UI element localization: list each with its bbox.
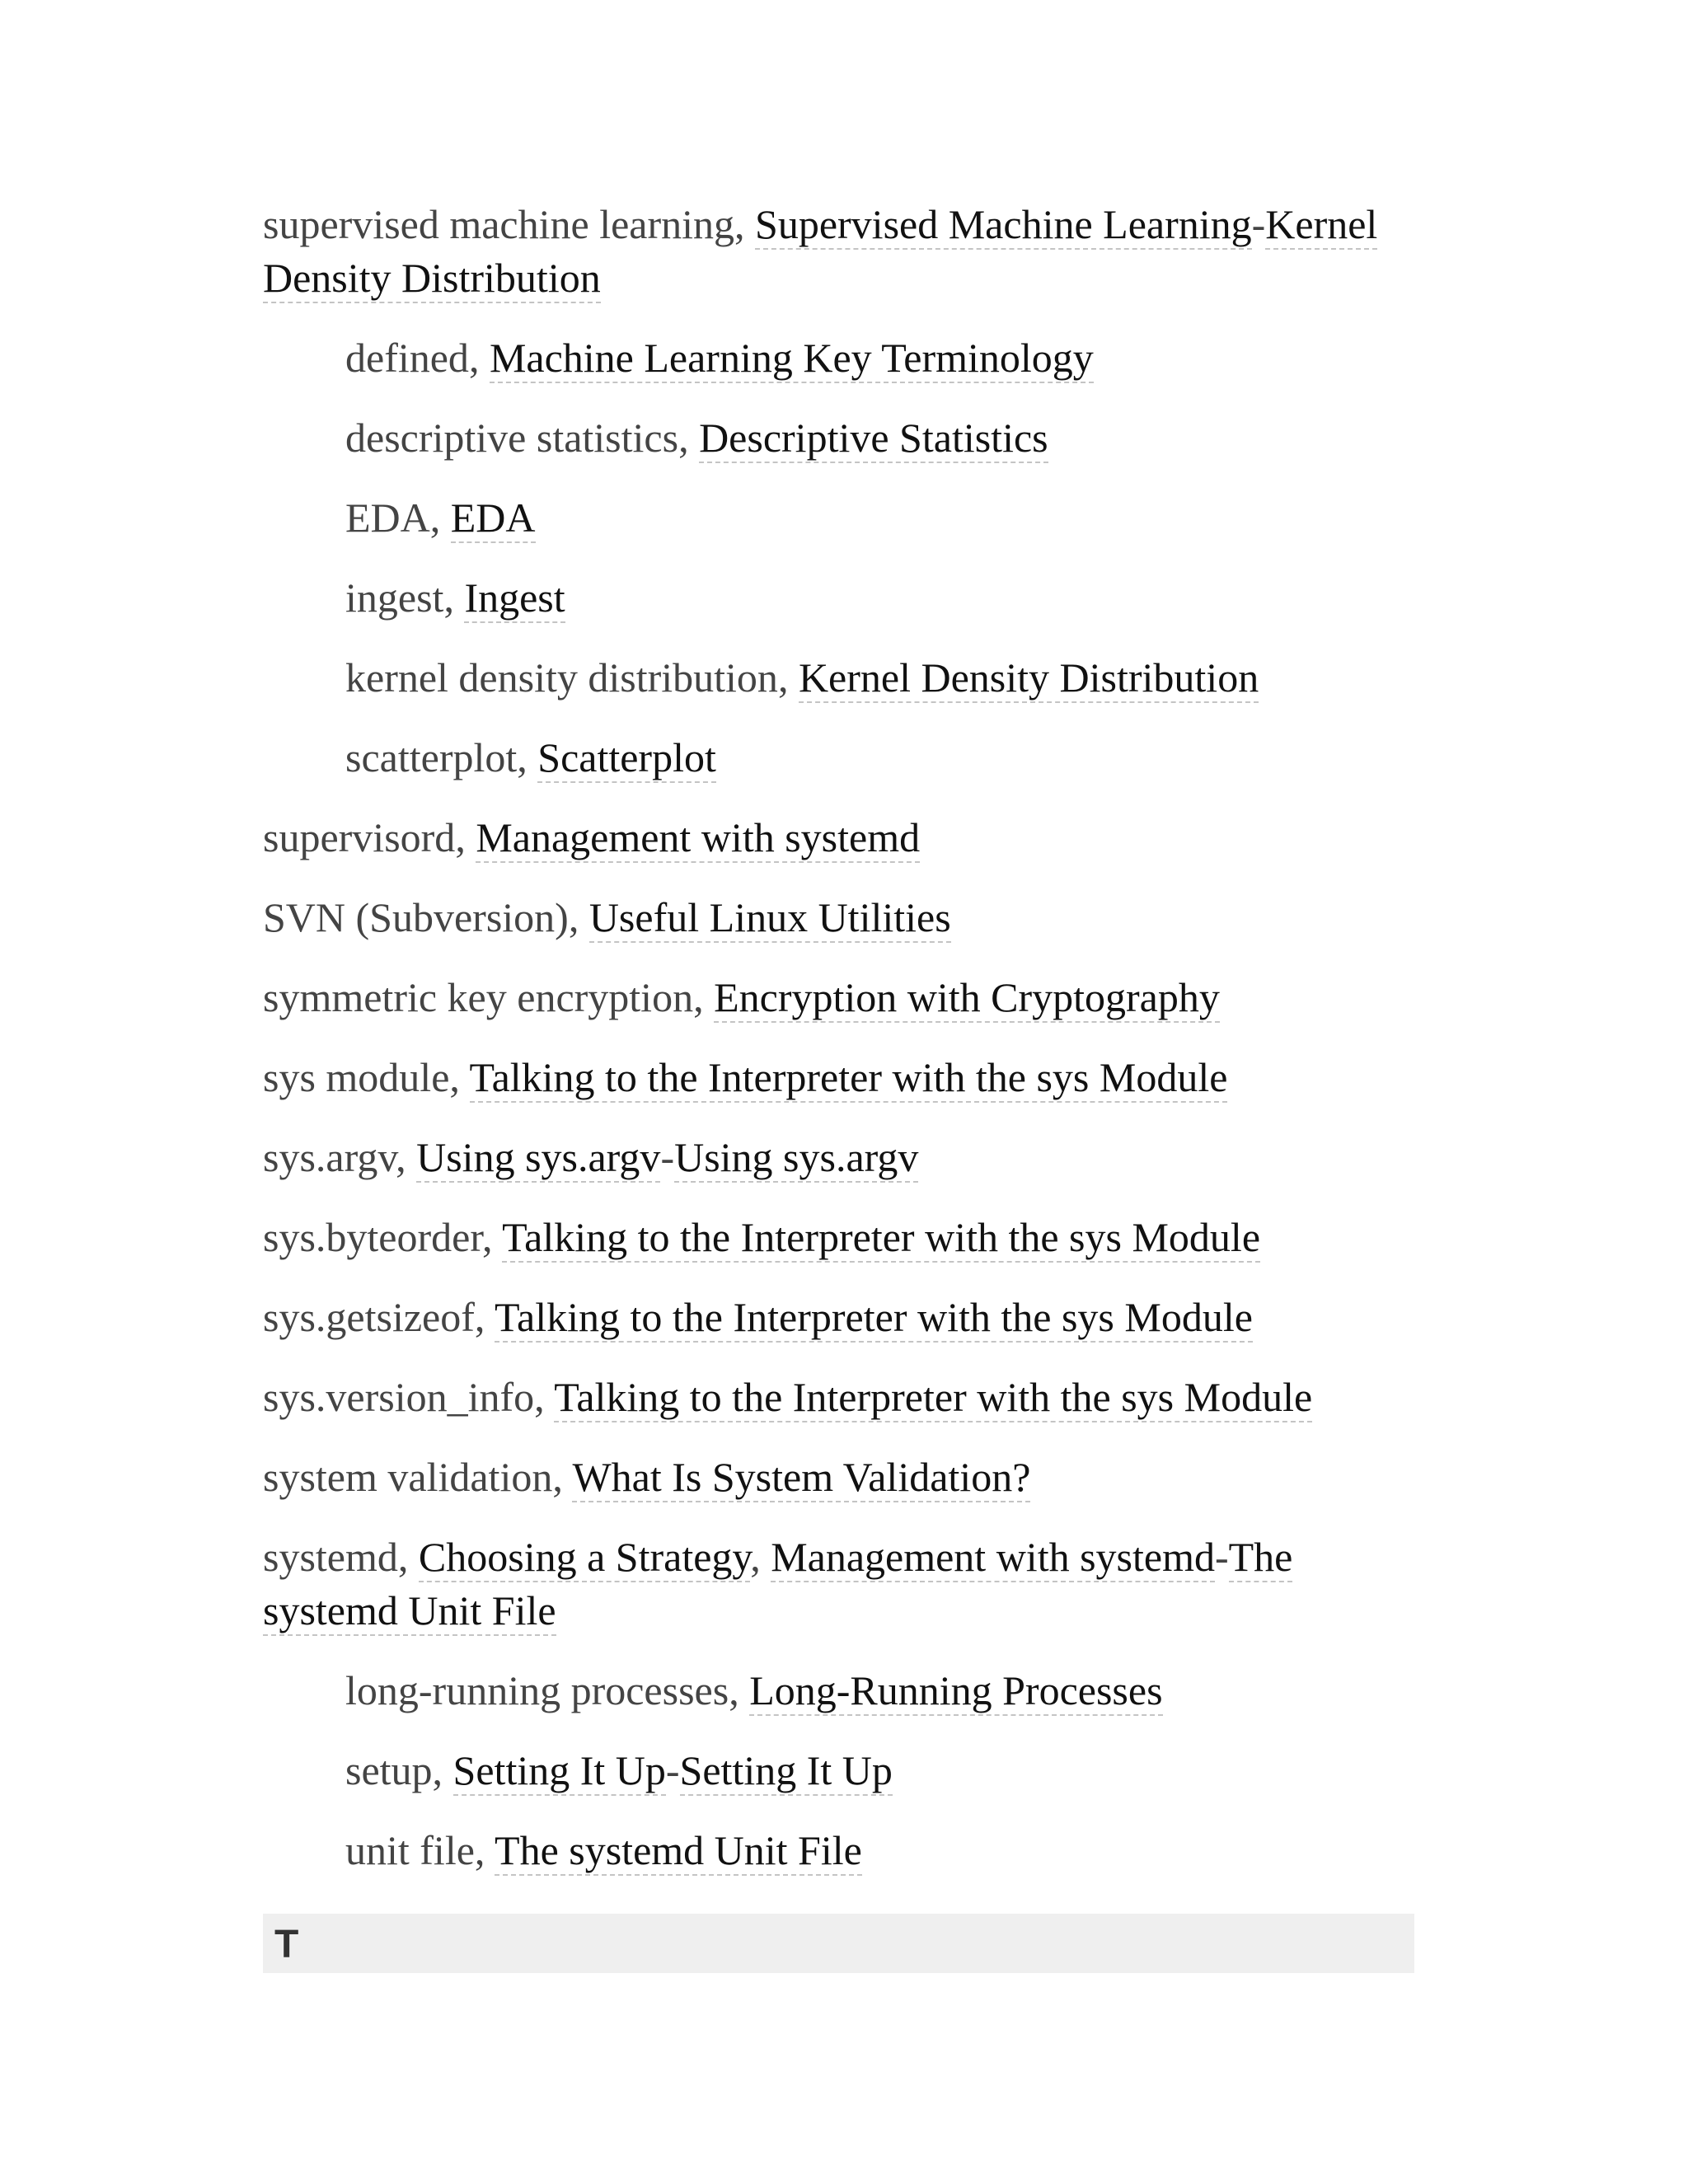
term-separator: ,: [693, 974, 715, 1020]
index-term: descriptive statistics: [345, 415, 679, 461]
index-page-link[interactable]: Scatterplot: [537, 734, 716, 783]
index-subentry: [345, 331, 1417, 385]
index-subentry: [345, 731, 1417, 785]
index-term: unit file: [345, 1827, 475, 1873]
index-entry: [263, 1131, 1417, 1184]
index-term: supervised machine learning: [263, 201, 735, 247]
index-page-link[interactable]: Management with systemd: [771, 1534, 1215, 1582]
index-page-link[interactable]: Setting It Up: [680, 1747, 893, 1796]
index-term: sys.getsizeof: [263, 1294, 475, 1340]
index-entry: [263, 1291, 1417, 1344]
term-separator: ,: [734, 201, 756, 247]
term-separator: ,: [729, 1667, 750, 1713]
index-entry: [263, 891, 1417, 944]
ref-separator: ,: [750, 1534, 771, 1580]
index-term: supervisord: [263, 814, 456, 860]
index-page-link[interactable]: Using sys.argv: [416, 1134, 660, 1183]
term-separator: ,: [517, 734, 538, 780]
term-separator: ,: [777, 654, 799, 701]
index-page-link[interactable]: Encryption with Cryptography: [714, 974, 1220, 1023]
term-separator: ,: [552, 1454, 573, 1500]
index-page-link[interactable]: Management with systemd: [476, 814, 920, 863]
term-separator: ,: [429, 494, 451, 541]
index-term: setup: [345, 1747, 433, 1793]
index-subentry: [345, 1824, 1417, 1877]
index-page-link[interactable]: The systemd Unit File: [495, 1827, 862, 1876]
index-list: [263, 198, 1417, 1904]
term-separator: ,: [396, 1134, 417, 1180]
term-separator: ,: [482, 1214, 503, 1260]
ref-separator: -: [660, 1134, 675, 1180]
index-term: sys.argv: [263, 1134, 396, 1180]
index-term: sys.version_info: [263, 1374, 535, 1420]
term-separator: ,: [397, 1534, 419, 1580]
index-entry: [263, 1451, 1417, 1504]
index-term: scatterplot: [345, 734, 518, 780]
index-term: EDA: [345, 494, 430, 541]
index-term: SVN (Subversion): [263, 894, 569, 940]
index-page-link[interactable]: Choosing a Strategy: [419, 1534, 750, 1582]
index-page-link[interactable]: Kernel Density Distribution: [263, 201, 1377, 303]
index-page-link[interactable]: Supervised Machine Learning: [755, 201, 1252, 250]
index-page-link[interactable]: The systemd Unit File: [263, 1534, 1292, 1636]
term-separator: ,: [449, 1054, 470, 1100]
index-page-link[interactable]: EDA: [451, 494, 536, 543]
index-entry: [263, 1211, 1417, 1264]
index-page-link[interactable]: Using sys.argv: [674, 1134, 918, 1183]
index-page-link[interactable]: Machine Learning Key Terminology: [490, 335, 1094, 383]
index-term: defined: [345, 335, 469, 381]
ref-separator: -: [1251, 201, 1266, 247]
index-page-link[interactable]: Talking to the Interpreter with the sys Module: [495, 1294, 1253, 1343]
index-subentry: [345, 411, 1417, 465]
index-page-link[interactable]: Ingest: [464, 574, 565, 623]
index-entry: [263, 971, 1417, 1024]
index-page-link[interactable]: Talking to the Interpreter with the sys Module: [470, 1054, 1228, 1103]
index-page-link[interactable]: Long-Running Processes: [749, 1667, 1162, 1716]
index-term: symmetric key encryption: [263, 974, 694, 1020]
index-entry: [263, 811, 1417, 865]
term-separator: ,: [455, 814, 476, 860]
index-subentry: [345, 1664, 1417, 1718]
index-page-link[interactable]: Setting It Up: [453, 1747, 666, 1796]
section-letter-heading: T: [263, 1914, 1414, 1973]
index-term: sys module: [263, 1054, 450, 1100]
index-subentry: [345, 651, 1417, 705]
index-term: ingest: [345, 574, 444, 621]
term-separator: ,: [468, 335, 490, 381]
index-page-link[interactable]: Descriptive Statistics: [699, 415, 1048, 463]
term-separator: ,: [443, 574, 465, 621]
term-separator: ,: [534, 1374, 555, 1420]
index-page-link[interactable]: Useful Linux Utilities: [589, 894, 951, 943]
index-page-link[interactable]: Talking to the Interpreter with the sys Module: [554, 1374, 1312, 1422]
term-separator: ,: [432, 1747, 453, 1793]
ref-separator: -: [1214, 1534, 1229, 1580]
index-entry: [263, 1371, 1417, 1424]
term-separator: ,: [474, 1827, 495, 1873]
index-term: kernel density distribution: [345, 654, 778, 701]
index-entry: [263, 1530, 1417, 1638]
term-separator: ,: [678, 415, 700, 461]
index-page-link[interactable]: Kernel Density Distribution: [799, 654, 1259, 703]
term-separator: ,: [474, 1294, 495, 1340]
term-separator: ,: [568, 894, 589, 940]
index-subentry: [345, 571, 1417, 625]
index-term: sys.byteorder: [263, 1214, 482, 1260]
index-page-link[interactable]: What Is System Validation?: [572, 1454, 1030, 1502]
index-term: long-running processes: [345, 1667, 729, 1713]
index-term: systemd: [263, 1534, 398, 1580]
ref-separator: -: [665, 1747, 680, 1793]
index-entry: [263, 198, 1417, 305]
index-subentry: [345, 491, 1417, 545]
index-page-link[interactable]: Talking to the Interpreter with the sys Module: [502, 1214, 1260, 1263]
index-entry: [263, 1051, 1417, 1104]
index-term: system validation: [263, 1454, 553, 1500]
index-subentry: [345, 1744, 1417, 1797]
